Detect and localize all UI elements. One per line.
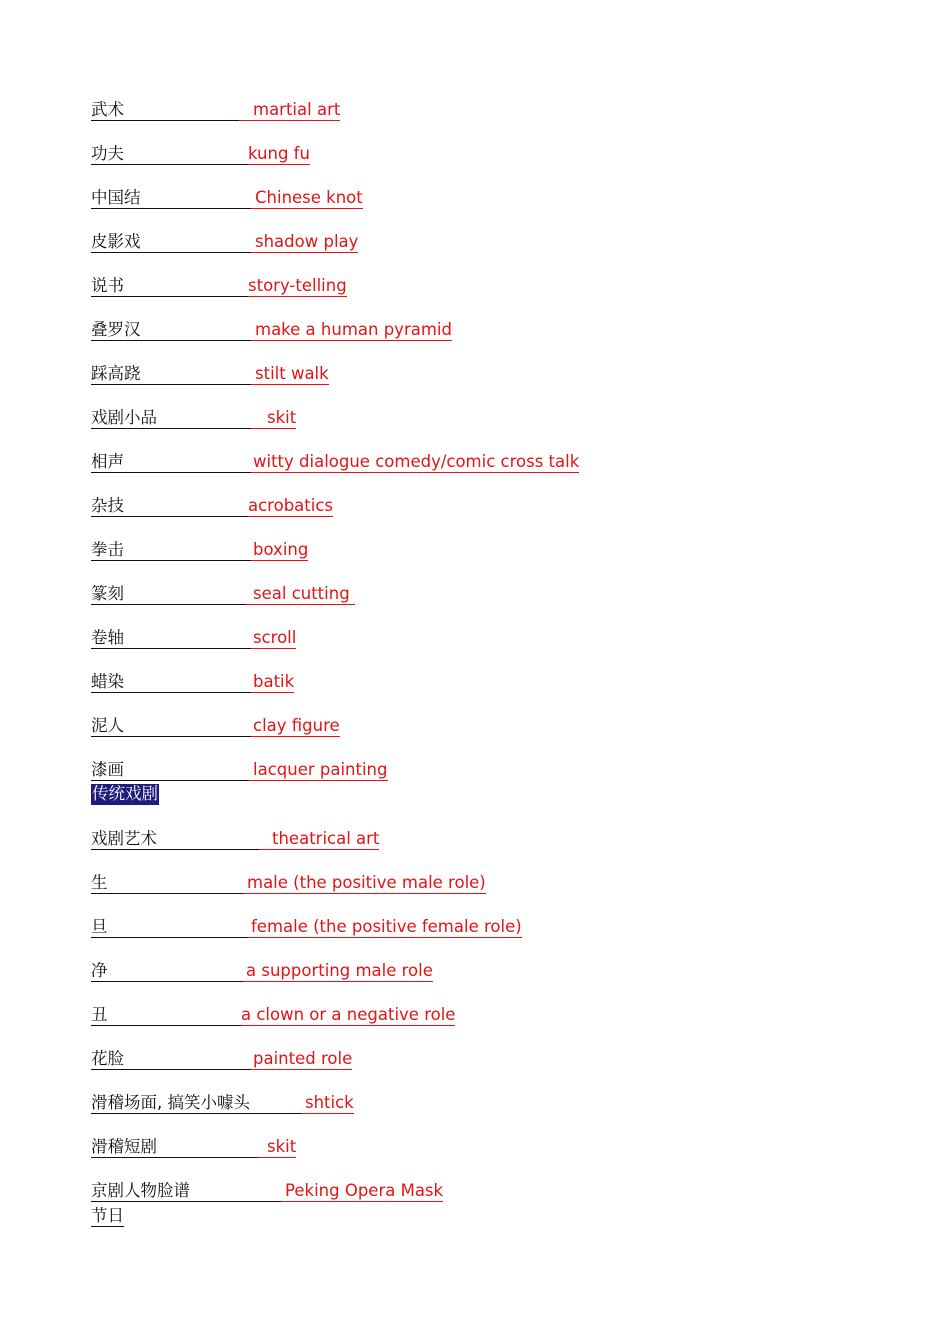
term: 皮影戏 [91, 232, 251, 253]
translation: boxing [253, 540, 309, 559]
term: 叠罗汉 [91, 320, 251, 341]
term: 篆刻 [91, 584, 246, 605]
translation: make a human pyramid [251, 320, 452, 341]
translation: batik [253, 672, 295, 691]
translation: Chinese knot [251, 188, 363, 209]
list-item [91, 276, 347, 302]
term: 中国结 [91, 188, 251, 209]
translation: witty dialogue comedy/comic cross talk [253, 452, 580, 471]
list-item [91, 1049, 352, 1075]
translation: a supporting male role [243, 961, 433, 982]
translation: clay figure [253, 716, 340, 735]
list-item [91, 1181, 443, 1207]
translation: martial art [239, 100, 340, 121]
term: 卷轴 [91, 628, 251, 649]
translation: lacquer painting [249, 760, 388, 781]
list-item [91, 496, 333, 522]
list-item [91, 540, 308, 566]
term: 滑稽短剧 [91, 1137, 257, 1158]
list-item [91, 100, 340, 126]
section-heading-traditional-drama: 传统戏剧 [92, 784, 158, 803]
translation: shtick [301, 1093, 354, 1114]
term: 说书 [91, 276, 248, 297]
translation: skit [251, 408, 296, 429]
list-item [91, 1137, 296, 1163]
term: 花脸 [91, 1049, 251, 1070]
list-item [91, 873, 486, 899]
section-heading-festivals: 节日 [91, 1206, 124, 1225]
term: 旦 [91, 917, 248, 938]
term: 滑稽场面, 搞笑小噱头 [91, 1093, 301, 1114]
list-item [91, 1005, 455, 1031]
term: 杂技 [91, 496, 248, 517]
translation: painted role [253, 1049, 353, 1068]
term: 生 [91, 873, 243, 894]
term: 相声 [91, 452, 251, 473]
list-item [91, 144, 310, 170]
translation: theatrical art [259, 829, 379, 850]
term: 功夫 [91, 144, 248, 165]
list-item [91, 584, 355, 610]
translation: female (the positive female role) [248, 917, 522, 938]
list-item [91, 408, 296, 434]
list-item [91, 760, 388, 786]
term: 蜡染 [91, 672, 251, 693]
term: 净 [91, 961, 243, 982]
list-item [91, 917, 522, 943]
translation: stilt walk [251, 364, 329, 385]
translation: seal cutting [246, 584, 355, 605]
term: 漆画 [91, 760, 249, 781]
term: 戏剧小品 [91, 408, 251, 429]
term: 拳击 [91, 540, 251, 561]
translation: kung fu [248, 144, 310, 163]
term: 踩高跷 [91, 364, 251, 385]
list-item [91, 232, 358, 258]
term: 京剧人物脸谱 [91, 1181, 281, 1202]
translation: acrobatics [248, 496, 334, 515]
list-item [91, 452, 579, 478]
list-item [91, 364, 329, 390]
term: 武术 [91, 100, 239, 121]
list-item [91, 320, 452, 346]
translation: story-telling [248, 276, 347, 295]
translation: a clown or a negative role [241, 1005, 456, 1024]
list-item [91, 829, 379, 855]
term: 戏剧艺术 [91, 829, 259, 850]
list-item [91, 672, 294, 698]
list-item [91, 188, 363, 214]
list-item [91, 961, 433, 987]
translation: skit [257, 1137, 296, 1158]
term: 丑 [91, 1005, 241, 1026]
translation: Peking Opera Mask [281, 1181, 443, 1202]
translation: male (the positive male role) [243, 873, 486, 894]
list-item [91, 1093, 354, 1119]
list-item [91, 628, 296, 654]
translation: scroll [253, 628, 297, 647]
list-item [91, 716, 340, 742]
translation: shadow play [251, 232, 358, 253]
term: 泥人 [91, 716, 251, 737]
